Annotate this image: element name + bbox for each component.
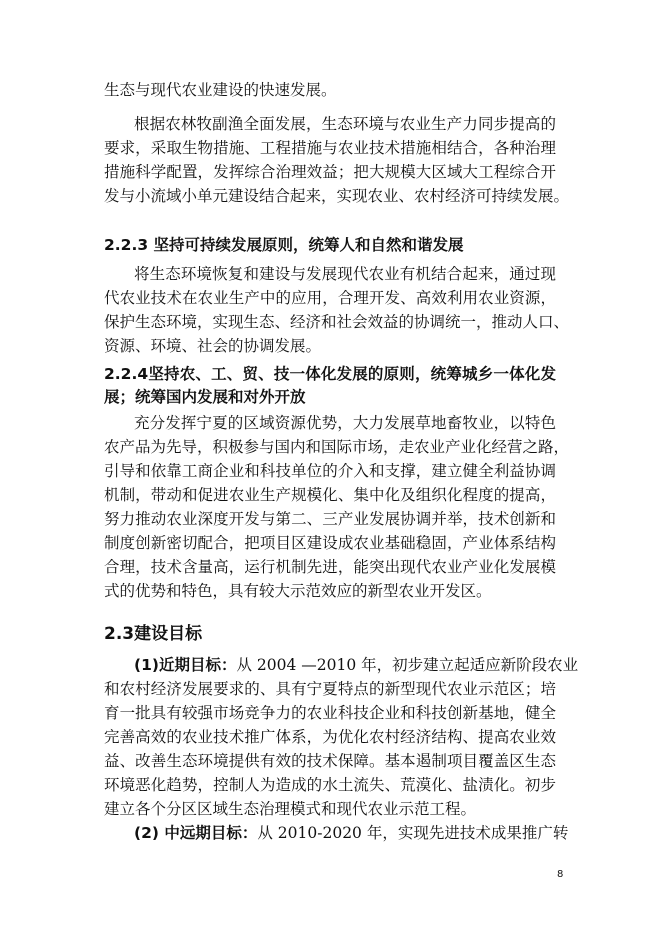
paragraph-line: 将生态环境恢复和建设与发展现代农业有机结合起来，通过现 — [134, 265, 556, 283]
paragraph-line: 发与小流域小单元建设结合起来，实现农业、农村经济可持续发展。 — [104, 187, 570, 205]
near-term-goal-line — [134, 654, 579, 676]
paragraph-line: 引导和依靠工商企业和科技单位的介入和支撑，建立健全利益协调 — [104, 462, 556, 480]
paragraph-line: 农产品为先导，积极参与国内和国际市场，走农业产业化经营之路， — [104, 438, 570, 456]
section-heading-2-2-4-continued: 展；统筹国内发展和对外开放 — [104, 388, 306, 406]
paragraph-line: 制度创新密切配合，把项目区建设成农业基础稳固，产业体系结构 — [104, 534, 556, 552]
paragraph-line: 保护生态环境，实现生态、经济和社会效益的协调统一，推动人口、 — [104, 313, 570, 331]
paragraph-line: 努力推动农业深度开发与第二、三产业发展协调并举，技术创新和 — [104, 510, 556, 528]
section-heading-2-2-4: 2.2.4坚持农、工、贸、技一体化发展的原则，统筹城乡一体化发 — [104, 365, 556, 383]
paragraph-line: 益、改善生态环境提供有效的技术保障。基本遏制项目覆盖区生态 — [104, 752, 556, 770]
paragraph-line: 要求，采取生物措施、工程措施与农业技术措施相结合，各种治理 — [104, 139, 556, 157]
paragraph-line: 合理，技术含量高，运行机制先进，能突出现代农业产业化发展模 — [104, 558, 556, 576]
paragraph-line: 环境恶化趋势，控制人为造成的水土流失、荒漠化、盐渍化。初步 — [104, 776, 556, 794]
paragraph-line: 根据农林牧副渔全面发展，生态环境与农业生产力同步提高的 — [134, 115, 556, 133]
near-term-goal-text: 从 2004 —2010 年，初步建立起适应新阶段农业 — [236, 656, 579, 674]
paragraph-line: 和农村经济发展要求的、具有宁夏特点的新型现代农业示范区；培 — [104, 680, 556, 698]
paragraph-line: 资源、环境、社会的协调发展。 — [104, 337, 322, 355]
mid-long-term-goal-label: (2) 中远期目标： — [134, 824, 258, 842]
paragraph-line: 措施科学配置，发挥综合治理效益；把大规模大区域大工程综合开 — [104, 163, 556, 181]
paragraph-line: 建立各个分区区域生态治理模式和现代农业示范工程。 — [104, 800, 477, 818]
section-heading-2-3: 2.3建设目标 — [104, 624, 203, 644]
paragraph-line: 完善高效的农业技术推广体系，为优化农村经济结构、提高农业效 — [104, 728, 556, 746]
paragraph-line: 机制，带动和促进农业生产规模化、集中化及组织化程度的提高， — [104, 486, 556, 504]
paragraph-line: 充分发挥宁夏的区域资源优势，大力发展草地畜牧业，以特色 — [134, 414, 556, 432]
page-number: 8 — [557, 869, 564, 880]
near-term-goal-label: (1)近期目标： — [134, 656, 237, 674]
intro-line: 生态与现代农业建设的快速发展。 — [104, 81, 337, 99]
mid-long-term-goal-text: 从 2010-2020 年，实现先进技术成果推广转 — [257, 824, 569, 842]
section-heading-2-2-3: 2.2.3 坚持可持续发展原则，统筹人和自然和谐发展 — [104, 236, 464, 254]
paragraph-line: 式的优势和特色，具有较大示范效应的新型农业开发区。 — [104, 582, 492, 600]
mid-long-term-goal-line — [134, 822, 569, 844]
paragraph-line: 育一批具有较强市场竞争力的农业科技企业和科技创新基地，健全 — [104, 704, 556, 722]
paragraph-line: 代农业技术在农业生产中的应用，合理开发、高效利用农业资源， — [104, 289, 556, 307]
